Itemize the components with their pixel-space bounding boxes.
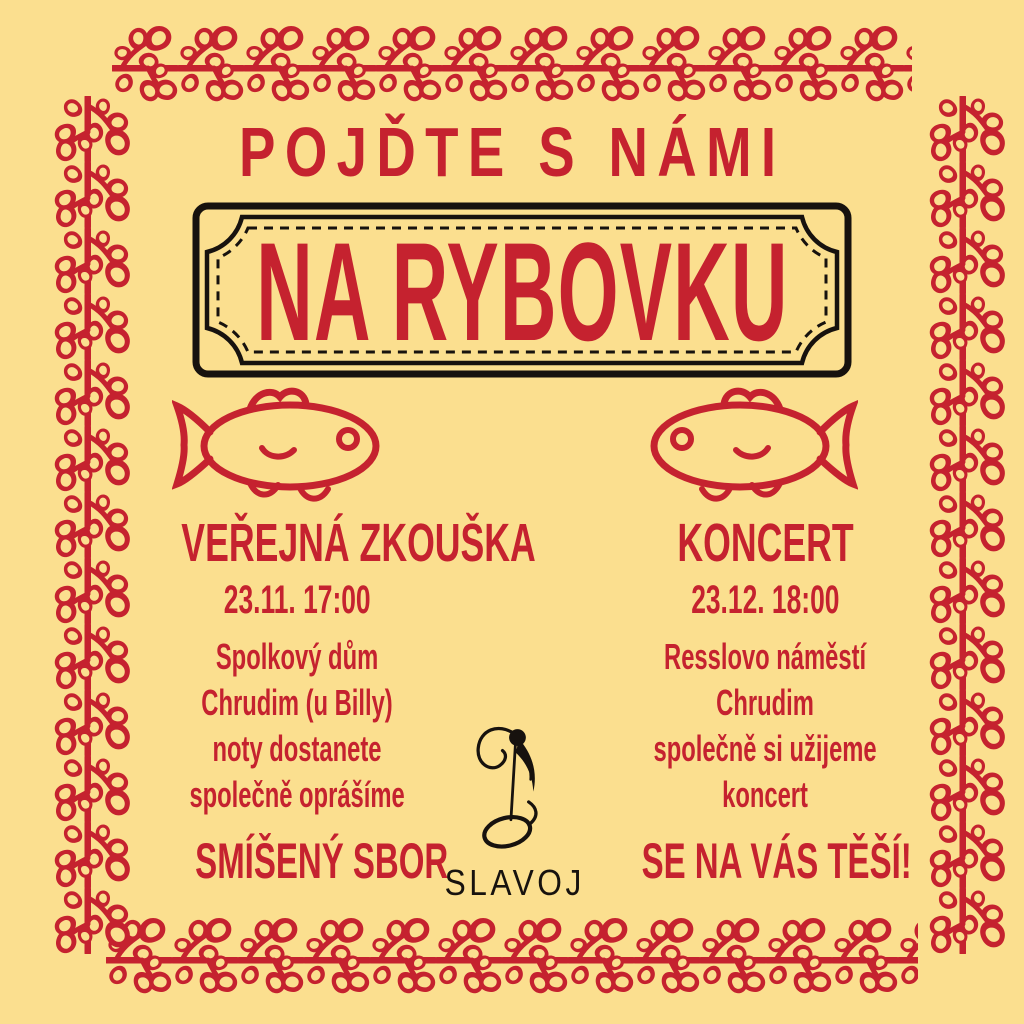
event-line: společně si užijeme [653, 728, 877, 769]
event-line: Resslovo náměstí [663, 636, 867, 677]
vine-border-bottom-icon [106, 912, 918, 1004]
poster-title-text: NA RYBOVKU [255, 213, 789, 370]
event-datetime-text: 23.11. 17:00 [223, 578, 371, 622]
event-datetime [90, 580, 504, 620]
poster-title [188, 198, 856, 382]
footer-closing-label: SE NA VÁS TĚŠÍ! [641, 833, 912, 889]
event-line: noty dostanete [212, 728, 382, 769]
event-line: Spolkový dům [215, 636, 379, 677]
vine-border-top-icon [112, 20, 912, 112]
fish-icon [636, 382, 858, 508]
music-note-icon [468, 716, 552, 858]
event-heading [90, 513, 536, 573]
event-line: koncert [722, 774, 808, 815]
footer-choir-label: SMÍŠENÝ SBOR [195, 833, 449, 889]
title-plaque [188, 198, 856, 382]
tagline-text: POJĎTE S NÁMI [238, 113, 786, 191]
event-details [558, 634, 972, 818]
choir-name: SLAVOJ [444, 862, 586, 903]
fish-icon [172, 382, 394, 508]
event-heading [558, 513, 972, 573]
event-heading-text: VEŘEJNÁ ZKOUŠKA [181, 513, 536, 573]
event-details [90, 634, 504, 818]
event-line: Chrudim [716, 682, 814, 723]
event-line: společně oprášíme [189, 774, 405, 815]
event-heading-text: KONCERT [676, 513, 854, 573]
event-datetime-text: 23.12. 18:00 [690, 578, 840, 622]
event-line: Chrudim (u Billy) [201, 682, 393, 723]
event-public-rehearsal [90, 513, 536, 818]
event-datetime [558, 580, 972, 620]
tagline [0, 112, 1024, 192]
event-concert [558, 513, 972, 818]
